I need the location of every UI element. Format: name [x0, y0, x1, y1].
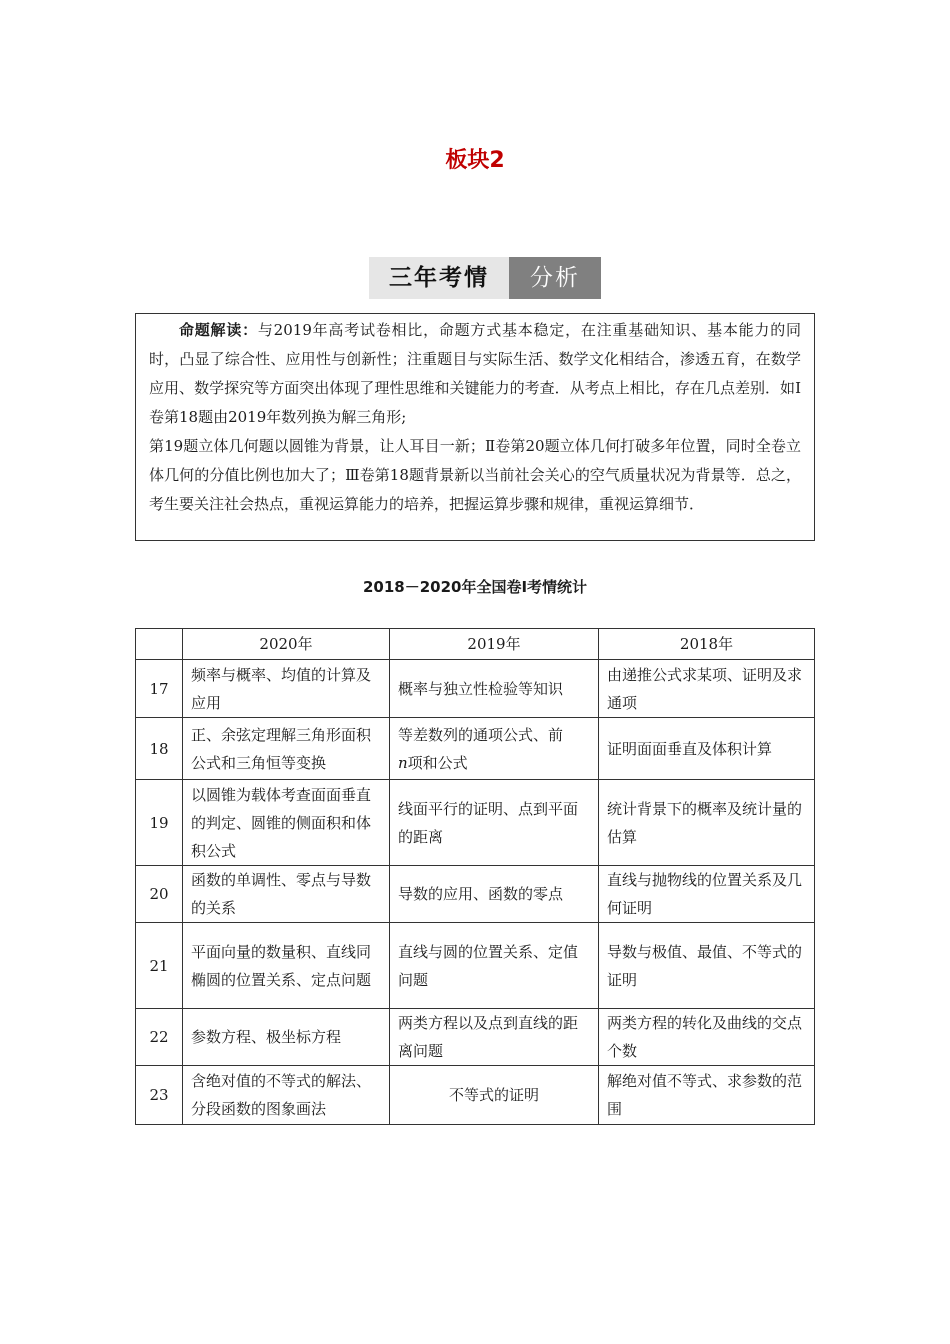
cell-2019-part-a: 等差数列的通项公式、前	[398, 725, 564, 744]
header-2020: 2020年	[183, 629, 390, 660]
question-number: 22	[136, 1009, 183, 1066]
cell-2019	[390, 718, 599, 780]
cell-2018: 导数与极值、最值、不等式的证明	[599, 923, 815, 1009]
cell-2019: 两类方程以及点到直线的距离问题	[390, 1009, 599, 1066]
question-number: 17	[136, 660, 183, 718]
commentary-lead: 命题解读：	[179, 321, 258, 339]
cell-2020: 函数的单调性、零点与导数的关系	[183, 866, 390, 923]
table-row	[136, 1066, 815, 1125]
cell-2019: 直线与圆的位置关系、定值问题	[390, 923, 599, 1009]
header-2018: 2018年	[599, 629, 815, 660]
header-blank	[136, 629, 183, 660]
cell-2018: 由递推公式求某项、证明及求通项	[599, 660, 815, 718]
question-number: 20	[136, 866, 183, 923]
cell-2018: 直线与抛物线的位置关系及几何证明	[599, 866, 815, 923]
section-title: 板块2	[445, 148, 505, 173]
cell-2018: 两类方程的转化及曲线的交点个数	[599, 1009, 815, 1066]
banner-left-label: 三年考情	[369, 257, 509, 299]
table-header-row	[136, 629, 815, 660]
table-row	[136, 718, 815, 780]
question-number: 19	[136, 780, 183, 866]
cell-2018: 统计背景下的概率及统计量的估算	[599, 780, 815, 866]
cell-2020: 正、余弦定理解三角形面积公式和三角恒等变换	[183, 718, 390, 780]
question-number: 18	[136, 718, 183, 780]
table-row	[136, 923, 815, 1009]
analysis-banner	[369, 257, 601, 299]
commentary-para-1	[149, 316, 801, 432]
table-row	[136, 1009, 815, 1066]
cell-2019: 线面平行的证明、点到平面的距离	[390, 780, 599, 866]
cell-2020: 参数方程、极坐标方程	[183, 1009, 390, 1066]
table-row	[136, 866, 815, 923]
table-title: 2018－2020年全国卷Ⅰ考情统计	[362, 578, 588, 596]
cell-2020: 以圆锥为载体考查面面垂直的判定、圆锥的侧面积和体积公式	[183, 780, 390, 866]
commentary-text-1: 与2019年高考试卷相比，命题方式基本稳定，在注重基础知识、基本能力的同时，凸显了综合性、应用性与创新性；注重题目与实际生活、数学文化相结合，渗透五育，在数学应用、数学探究等方面突出体现了理性思维和关键能力的考查．从考点上相比，存在几点差别．如Ⅰ卷第18题由2019年数列换为解三角形;	[149, 321, 801, 426]
question-number: 21	[136, 923, 183, 1009]
header-2019: 2019年	[390, 629, 599, 660]
exam-stats-table	[135, 628, 815, 1125]
table-row	[136, 780, 815, 866]
cell-2019: 导数的应用、函数的零点	[390, 866, 599, 923]
cell-2019-part-b: 项和公式	[407, 753, 468, 772]
question-number: 23	[136, 1066, 183, 1125]
table-row	[136, 660, 815, 718]
cell-2019: 不等式的证明	[390, 1066, 599, 1125]
cell-2019: 概率与独立性检验等知识	[390, 660, 599, 718]
cell-2020: 平面向量的数量积、直线同椭圆的位置关系、定点问题	[183, 923, 390, 1009]
cell-2020: 含绝对值的不等式的解法、分段函数的图象画法	[183, 1066, 390, 1125]
cell-2018: 解绝对值不等式、求参数的范围	[599, 1066, 815, 1125]
commentary-para-2: 第19题立体几何题以圆锥为背景，让人耳目一新；Ⅱ卷第20题立体几何打破多年位置，同时全卷立体几何的分值比例也加大了；Ⅲ卷第18题背景新以当前社会关心的空气质量状况为背景等．总之，考生要关注社会热点，重视运算能力的培养，把握运算步骤和规律，重视运算细节．	[149, 437, 801, 513]
banner-right-label: 分析	[509, 257, 601, 299]
cell-2019-variable-n: n	[398, 753, 408, 772]
commentary-box	[135, 313, 815, 541]
cell-2020: 频率与概率、均值的计算及应用	[183, 660, 390, 718]
cell-2018: 证明面面垂直及体积计算	[599, 718, 815, 780]
